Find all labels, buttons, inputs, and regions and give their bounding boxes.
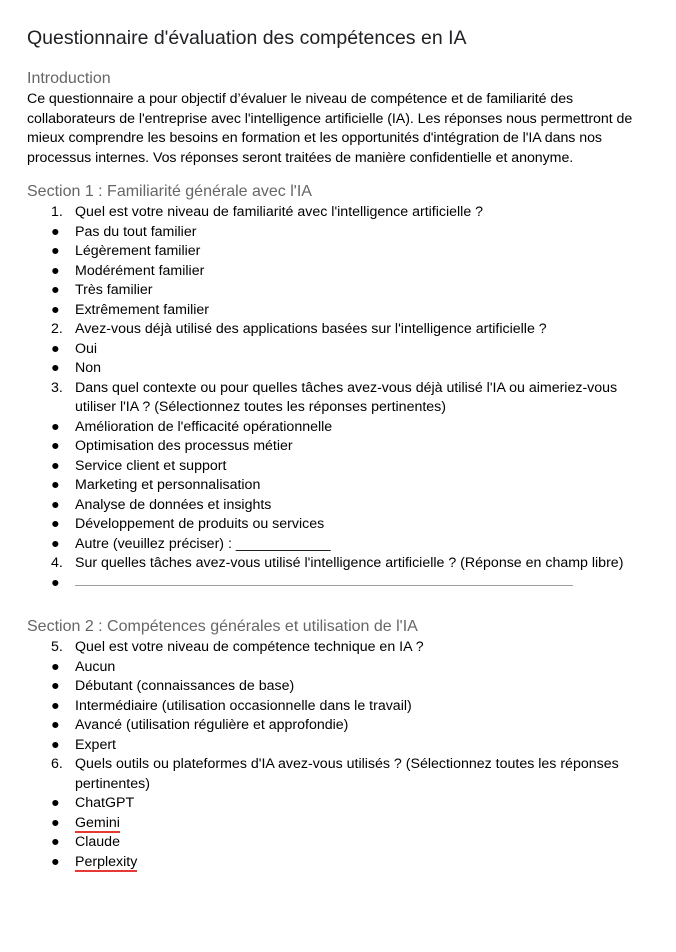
- option-item: [27, 574, 657, 594]
- bullet-icon: ●: [51, 360, 60, 377]
- option-text: Intermédiaire (utilisation occasionnelle dans le travail): [75, 697, 412, 714]
- question-item: [27, 755, 657, 872]
- option-item: [27, 658, 657, 678]
- option-item: [27, 515, 657, 535]
- bullet-icon: ●: [51, 853, 60, 870]
- option-item: [27, 535, 657, 555]
- option-text: Expert: [75, 736, 117, 753]
- option-item: [27, 476, 657, 496]
- option-list: [27, 340, 657, 379]
- section-2-question-list: [27, 638, 657, 872]
- option-item: [27, 697, 657, 717]
- option-text: Autre (veuillez préciser) : ____________: [75, 535, 331, 552]
- question: [27, 379, 657, 418]
- bullet-icon: ●: [51, 678, 60, 695]
- option-item: [27, 814, 657, 834]
- option-text: Oui: [75, 340, 98, 357]
- free-text-answer-line[interactable]: [75, 574, 573, 586]
- option-item: [27, 359, 657, 379]
- question-text: Sur quelles tâches avez-vous utilisé l'intelligence artificielle ? (Réponse en champ libre): [75, 555, 624, 572]
- option-text: Débutant (connaissances de base): [75, 678, 295, 695]
- option-item: [27, 437, 657, 457]
- option-item: [27, 457, 657, 477]
- bullet-icon: ●: [51, 418, 60, 435]
- bullet-icon: ●: [51, 262, 60, 279]
- question-number: 5.: [51, 639, 63, 656]
- bullet-icon: ●: [51, 814, 60, 831]
- question-item: [27, 554, 657, 593]
- option-text: Service client et support: [75, 457, 227, 474]
- question: [27, 320, 657, 340]
- option-text-spellcheck-flagged[interactable]: Gemini: [75, 814, 120, 831]
- bullet-icon: ●: [51, 496, 60, 513]
- option-item: [27, 301, 657, 321]
- question: [27, 638, 657, 658]
- question: [27, 554, 657, 574]
- option-item: [27, 340, 657, 360]
- bullet-icon: ●: [51, 438, 60, 455]
- option-item: [27, 496, 657, 516]
- option-list: [27, 658, 657, 756]
- question-item: [27, 320, 657, 379]
- question: [27, 203, 657, 223]
- option-text: Amélioration de l'efficacité opérationnelle: [75, 418, 333, 435]
- bullet-icon: ●: [51, 243, 60, 260]
- question-number: 4.: [51, 555, 63, 572]
- option-text: Pas du tout familier: [75, 223, 197, 240]
- option-text: Très familier: [75, 282, 153, 299]
- question-text: Avez-vous déjà utilisé des applications basées sur l'intelligence artificielle ?: [75, 321, 547, 338]
- question-text: Quels outils ou plateformes d'IA avez-vous utilisés ? (Sélectionnez toutes les réponses pertinentes): [75, 756, 619, 792]
- question-number: 2.: [51, 321, 63, 338]
- bullet-icon: ●: [51, 717, 60, 734]
- introduction-paragraph: Ce questionnaire a pour objectif d’évaluer le niveau de compétence et de familiarité des collaborateurs de l'entreprise avec l'intelligence artificielle (IA). Les réponses nous permettront de mieux comprendre les besoins en formation et les opportunités d'intégration de l'IA dans nos processus internes. Vos réponses seront traitées de manière confidentielle et anonyme.: [27, 91, 633, 166]
- option-item: [27, 281, 657, 301]
- option-item: [27, 223, 657, 243]
- bullet-icon: ●: [51, 457, 60, 474]
- document-title: Questionnaire d'évaluation des compétences en IA: [27, 27, 467, 49]
- bullet-icon: ●: [51, 223, 60, 240]
- bullet-icon: ●: [51, 697, 60, 714]
- question-item: [27, 379, 657, 555]
- question-item: [27, 638, 657, 755]
- option-text-spellcheck-flagged[interactable]: Perplexity: [75, 853, 138, 870]
- bullet-icon: ●: [51, 340, 60, 357]
- option-text: Légèrement familier: [75, 243, 201, 260]
- option-text: ChatGPT: [75, 795, 135, 812]
- question-text: Quel est votre niveau de familiarité avec l'intelligence artificielle ?: [75, 204, 484, 221]
- bullet-icon: ●: [51, 795, 60, 812]
- option-text: Optimisation des processus métier: [75, 438, 293, 455]
- question-item: [27, 203, 657, 320]
- option-list: [27, 223, 657, 321]
- bullet-icon: ●: [51, 574, 60, 591]
- bullet-icon: ●: [51, 736, 60, 753]
- option-item: [27, 716, 657, 736]
- spacer: [27, 593, 657, 607]
- option-item: [27, 418, 657, 438]
- option-item: [27, 833, 657, 853]
- option-list: [27, 574, 657, 594]
- document-page: [27, 24, 657, 872]
- option-item: [27, 794, 657, 814]
- option-list: [27, 418, 657, 555]
- option-item: [27, 262, 657, 282]
- option-list: [27, 794, 657, 872]
- question-number: 6.: [51, 756, 63, 773]
- bullet-icon: ●: [51, 535, 60, 552]
- question-number: 1.: [51, 204, 63, 221]
- option-text: Extrêmement familier: [75, 301, 210, 318]
- option-item: [27, 242, 657, 262]
- option-text: Analyse de données et insights: [75, 496, 272, 513]
- section-2-heading: Section 2 : Compétences générales et utilisation de l'IA: [27, 618, 418, 636]
- question-text: Dans quel contexte ou pour quelles tâches avez-vous déjà utilisé l'IA ou aimeriez-vous utiliser l'IA ? (Sélectionnez toutes les réponses pertinentes): [75, 379, 618, 416]
- option-text: Aucun: [75, 658, 116, 675]
- option-item: [27, 677, 657, 697]
- question-text: Quel est votre niveau de compétence technique en IA ?: [75, 639, 424, 656]
- bullet-icon: ●: [51, 301, 60, 318]
- option-item: [27, 736, 657, 756]
- option-item: [27, 853, 657, 873]
- section-1-heading: Section 1 : Familiarité générale avec l'IA: [27, 183, 312, 201]
- question-number: 3.: [51, 379, 63, 396]
- bullet-icon: ●: [51, 282, 60, 299]
- introduction-heading: Introduction: [27, 70, 111, 87]
- section-1-question-list: [27, 203, 657, 593]
- question: [27, 755, 657, 794]
- option-text: Modérément familier: [75, 262, 205, 279]
- bullet-icon: ●: [51, 516, 60, 533]
- bullet-icon: ●: [51, 658, 60, 675]
- option-text: Avancé (utilisation régulière et approfondie): [75, 717, 349, 734]
- option-text: Non: [75, 360, 102, 377]
- bullet-icon: ●: [51, 477, 60, 494]
- option-text: Développement de produits ou services: [75, 516, 325, 533]
- bullet-icon: ●: [51, 834, 60, 851]
- option-text: Marketing et personnalisation: [75, 477, 261, 494]
- option-text: Claude: [75, 834, 120, 851]
